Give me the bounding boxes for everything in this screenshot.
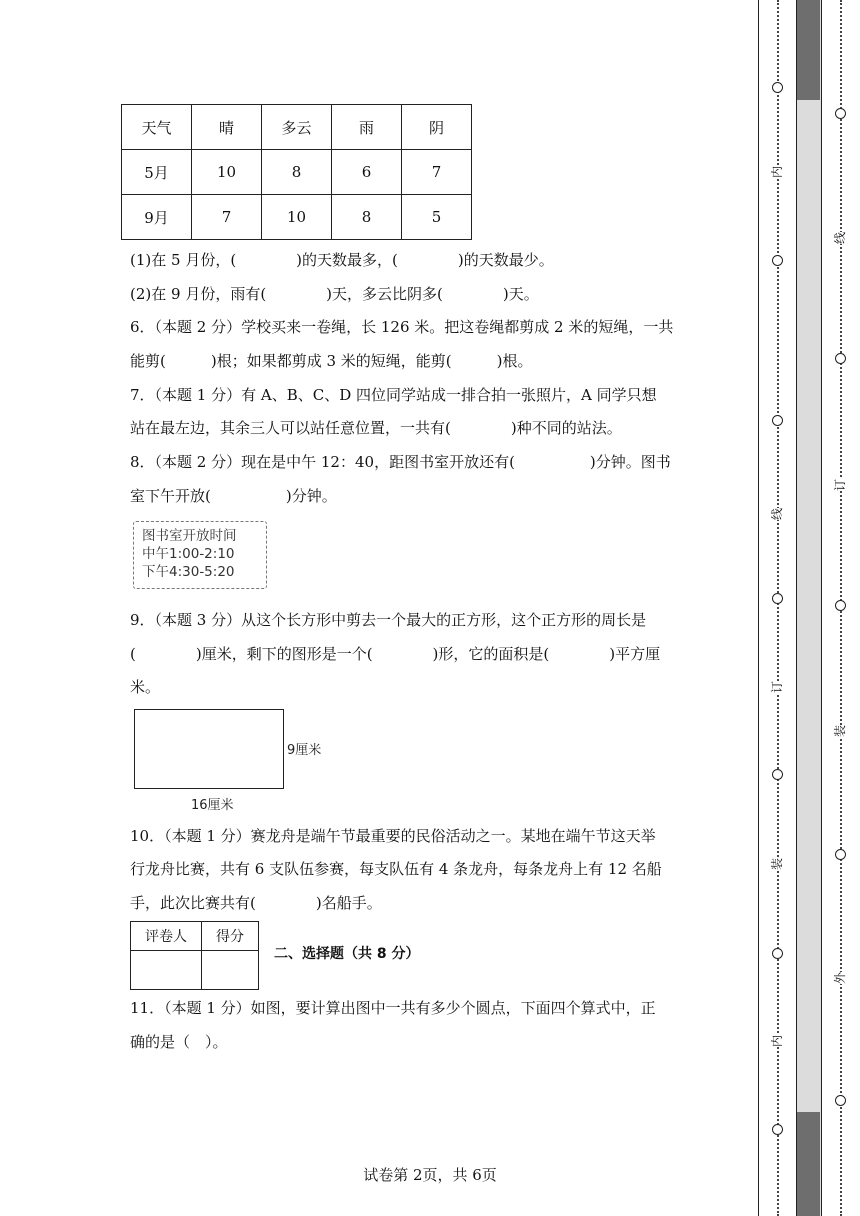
table-cell: 6 (332, 150, 402, 195)
binding-hole-icon (835, 600, 846, 611)
binding-char: 外 (833, 971, 848, 985)
inner-cut-line (777, 0, 779, 1216)
scorer-header-row (131, 922, 259, 951)
rectangle-width-label: 16厘米 (191, 798, 234, 813)
table-header-row (122, 105, 472, 150)
table-cell: 9月 (122, 195, 192, 240)
rectangle-height-label: 9厘米 (287, 743, 322, 758)
question-9-line-2: ( )厘米，剩下的图形是一个( )形，它的面积是( )平方厘 (130, 645, 661, 663)
table-cell: 晴 (192, 105, 262, 150)
binding-hole-icon (835, 1095, 846, 1106)
binding-hole-icon (772, 1124, 783, 1135)
binding-hole-icon (835, 353, 846, 364)
page-footer: 试卷第 2页，共 6页 (363, 1166, 497, 1184)
table-cell: 8 (262, 150, 332, 195)
table-cell: 天气 (122, 105, 192, 150)
binding-hole-icon (772, 82, 783, 93)
binding-char: 订 (833, 478, 848, 492)
question-10-line-2: 行龙舟比赛，共有 6 支队伍参赛，每支队伍有 4 条龙舟，每条龙舟上有 12 名船 (130, 860, 662, 878)
question-11-line-1: 11．（本题 1 分）如图，要计算出图中一共有多少个圆点，下面四个算式中，正 (130, 999, 656, 1017)
binding-hole-icon (835, 849, 846, 860)
scorer-cell (131, 951, 202, 990)
binding-hole-icon (772, 255, 783, 266)
question-10-line-3: 手，此次比赛共有( )名船手。 (130, 894, 382, 912)
binding-dark-block-top (797, 0, 820, 100)
notice-title: 图书室开放时间 (142, 528, 237, 544)
binding-hole-icon (772, 948, 783, 959)
table-cell: 7 (402, 150, 472, 195)
binding-char: 装 (833, 724, 848, 738)
question-6-line-2: 能剪( )根；如果都剪成 3 米的短绳，能剪( )根。 (130, 352, 533, 370)
table-cell: 5 (402, 195, 472, 240)
scorer-table (130, 921, 259, 990)
question-8-line-2: 室下午开放( )分钟。 (130, 487, 337, 505)
table-cell: 阴 (402, 105, 472, 150)
binding-hole-icon (835, 108, 846, 119)
question-7-line-2: 站在最左边，其余三人可以站任意位置，一共有( )种不同的站法。 (130, 419, 622, 437)
binding-dark-block-bottom (797, 1112, 820, 1216)
binding-char: 装 (770, 857, 785, 871)
question-9-line-3: 米。 (130, 678, 161, 696)
binding-char: 线 (770, 507, 785, 521)
question-11-line-2: 确的是（ ）。 (130, 1033, 228, 1051)
table-cell: 10 (262, 195, 332, 240)
rectangle-figure (134, 709, 284, 789)
binding-gray-strip (796, 0, 822, 1216)
scorer-input-row (131, 951, 259, 990)
score-cell (202, 951, 259, 990)
table-row (122, 150, 472, 195)
table-cell: 7 (192, 195, 262, 240)
question-5-part-2: (2)在 9 月份，雨有( )天，多云比阴多( )天。 (130, 285, 539, 303)
question-5-part-1: (1)在 5 月份，( )的天数最多，( )的天数最少。 (130, 251, 554, 269)
table-cell: 雨 (332, 105, 402, 150)
notice-afternoon-hours: 下午4:30-5:20 (142, 564, 235, 580)
table-row (122, 195, 472, 240)
question-6-line-1: 6．（本题 2 分）学校买来一卷绳，长 126 米。把这卷绳都剪成 2 米的短绳，一共 (130, 318, 674, 336)
binding-hole-icon (772, 769, 783, 780)
scorer-label: 评卷人 (131, 922, 202, 951)
binding-hole-icon (772, 593, 783, 604)
binding-outer-line (758, 0, 759, 1216)
question-7-line-1: 7．（本题 1 分）有 A、B、C、D 四位同学站成一排合拍一张照片，A 同学只想 (130, 386, 657, 404)
table-cell: 多云 (262, 105, 332, 150)
score-label: 得分 (202, 922, 259, 951)
binding-char: 内 (770, 1034, 785, 1048)
weather-table (121, 104, 472, 240)
library-hours-notice (133, 521, 267, 589)
question-8-line-1: 8．（本题 2 分）现在是中午 12：40，距图书室开放还有( )分钟。图书 (130, 453, 671, 471)
binding-hole-icon (772, 415, 783, 426)
binding-char: 内 (770, 165, 785, 179)
question-10-line-1: 10．（本题 1 分）赛龙舟是端午节最重要的民俗活动之一。某地在端午节这天举 (130, 827, 656, 845)
question-9-line-1: 9．（本题 3 分）从这个长方形中剪去一个最大的正方形，这个正方形的周长是 (130, 611, 647, 629)
binding-char: 订 (770, 680, 785, 694)
notice-noon-hours: 中午1:00-2:10 (142, 546, 235, 562)
table-cell: 8 (332, 195, 402, 240)
binding-char: 线 (833, 231, 848, 245)
section-heading: 二、选择题（共 8 分） (274, 946, 420, 962)
table-cell: 5月 (122, 150, 192, 195)
table-cell: 10 (192, 150, 262, 195)
